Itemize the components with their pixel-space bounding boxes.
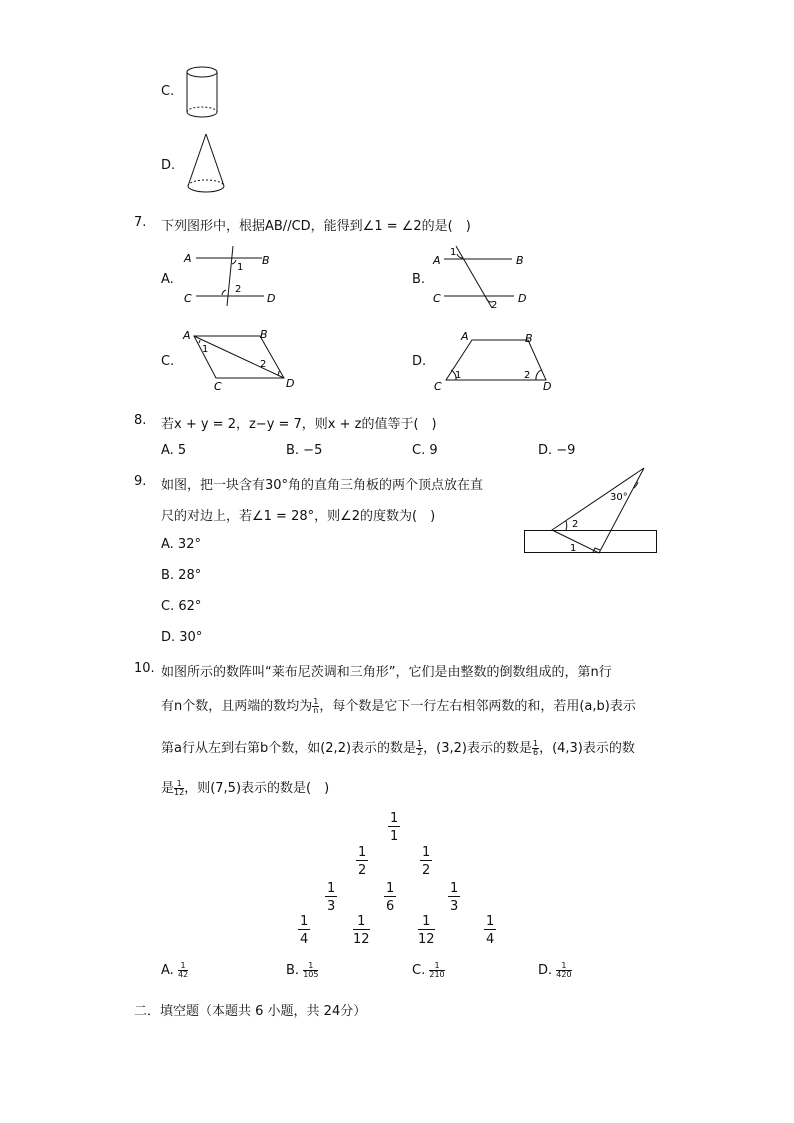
q10-frac-1-12: $\frac{1}{12}$ bbox=[174, 779, 185, 797]
q8-option-a: A. 5 bbox=[161, 443, 187, 458]
triangle-r4-c1: $\frac{1}{4}$ bbox=[300, 914, 309, 947]
q9-label-1: 1 bbox=[570, 543, 577, 554]
q7d-label-2: 2 bbox=[524, 370, 531, 381]
q9-option-b: B. 28° bbox=[161, 568, 202, 583]
q10-option-d: D. $\frac{1}{420}$ bbox=[538, 961, 572, 979]
q7d-label-C: C bbox=[434, 380, 442, 393]
q7c-label-2: 2 bbox=[260, 359, 267, 370]
q10-option-c: C. $\frac{1}{210}$ bbox=[412, 961, 445, 979]
triangle-r3-c2: $\frac{1}{6}$ bbox=[386, 881, 395, 914]
q7a-label-D: D bbox=[267, 292, 276, 305]
q10-frac-1-2: $\frac{1}{2}$ bbox=[417, 739, 423, 757]
q7b-label-2: 2 bbox=[491, 300, 498, 311]
q9-number: 9. bbox=[134, 474, 147, 489]
q10-stem-line4: 是 $\frac{1}{12}$ ，则(7,5)表示的数是( ) bbox=[161, 779, 330, 797]
q7-figure-a bbox=[180, 244, 280, 310]
q7b-label-1: 1 bbox=[450, 247, 457, 258]
q7-option-d-label: D. bbox=[412, 354, 427, 369]
q7a-label-B: B bbox=[262, 254, 270, 267]
triangle-r3-c1: $\frac{1}{3}$ bbox=[327, 881, 336, 914]
q9-label-2: 2 bbox=[572, 519, 579, 530]
triangle-r1-c1: $\frac{1}{1}$ bbox=[390, 811, 399, 844]
q7-option-a-label: A. bbox=[161, 272, 174, 287]
q6-option-d-label: D. bbox=[161, 158, 176, 173]
q6-option-c-label: C. bbox=[161, 84, 175, 99]
q7d-label-1: 1 bbox=[455, 370, 462, 381]
q7b-label-C: C bbox=[433, 292, 441, 305]
q10-option-b: B. $\frac{1}{105}$ bbox=[286, 961, 319, 979]
q7d-label-A: A bbox=[461, 330, 469, 343]
q7d-label-B: B bbox=[525, 332, 533, 345]
q7b-label-B: B bbox=[516, 254, 524, 267]
q10-option-a: A. $\frac{1}{42}$ bbox=[161, 961, 189, 979]
q7-stem: 下列图形中，根据AB//CD，能得到∠1 = ∠2的是( ) bbox=[161, 219, 471, 234]
q7c-label-B: B bbox=[260, 328, 268, 341]
q7-figure-d bbox=[430, 326, 556, 394]
triangle-r4-c3: $\frac{1}{12}$ bbox=[418, 914, 435, 947]
q10-stem-line3: 第a行从左到右第b个数，如(2,2)表示的数是 $\frac{1}{2}$ ，(3,2)表示的数是 $\frac{1}{6}$ ，(4,3)表示的数 bbox=[161, 739, 635, 757]
q10-frac-1-6: $\frac{1}{6}$ bbox=[532, 739, 539, 757]
q7c-label-C: C bbox=[214, 380, 222, 393]
q10-stem-line1: 如图所示的数阵叫“莱布尼茨调和三角形”，它们是由整数的倒数组成的，第n行 bbox=[161, 665, 612, 680]
q10-stem-line2: 有n个数，且两端的数均为 $\frac{1}{n}$ ，每个数是它下一行左右相邻两数的和，若用(a,b)表示 bbox=[161, 697, 636, 715]
q9-option-d: D. 30° bbox=[161, 630, 203, 645]
q7c-label-A: A bbox=[183, 329, 191, 342]
q7d-label-D: D bbox=[543, 380, 552, 393]
q8-option-c: C. 9 bbox=[412, 443, 438, 458]
set-square bbox=[552, 468, 644, 553]
section2-heading: 二．填空题（本题共 6 小题，共 24分） bbox=[134, 1004, 367, 1019]
q9-ruler-triangle-figure bbox=[520, 462, 662, 558]
q7a-label-1: 1 bbox=[237, 262, 244, 273]
triangle-r2-c2: $\frac{1}{2}$ bbox=[422, 845, 431, 878]
q7-number: 7. bbox=[134, 215, 147, 230]
cylinder-icon bbox=[185, 64, 219, 120]
cone-icon bbox=[185, 132, 229, 198]
triangle-r4-c4: $\frac{1}{4}$ bbox=[486, 914, 495, 947]
q7a-label-2: 2 bbox=[235, 284, 242, 295]
q9-option-a: A. 32° bbox=[161, 537, 201, 552]
q9-stem-line2: 尺的对边上，若∠1 = 28°，则∠2的度数为( ) bbox=[161, 509, 436, 524]
q8-option-b: B. −5 bbox=[286, 443, 323, 458]
q7b-label-A: A bbox=[433, 254, 441, 267]
triangle-r2-c1: $\frac{1}{2}$ bbox=[358, 845, 367, 878]
q8-option-d: D. −9 bbox=[538, 443, 576, 458]
q7a-label-A: A bbox=[184, 252, 192, 265]
q9-stem-line1: 如图，把一块含有30°角的直角三角板的两个顶点放在直 bbox=[161, 478, 484, 493]
triangle-r3-c3: $\frac{1}{3}$ bbox=[450, 881, 459, 914]
q10-number: 10. bbox=[134, 661, 155, 676]
q7-option-c-label: C. bbox=[161, 354, 175, 369]
q7-option-b-label: B. bbox=[412, 272, 426, 287]
q7b-label-D: D bbox=[518, 292, 527, 305]
q9-label-30: 30° bbox=[610, 492, 628, 503]
q7-figure-b bbox=[430, 244, 534, 312]
q9-option-c: C. 62° bbox=[161, 599, 202, 614]
q7c-label-D: D bbox=[286, 377, 295, 390]
q8-number: 8. bbox=[134, 413, 147, 428]
q7a-label-C: C bbox=[184, 292, 192, 305]
q10-frac-1-n: $\frac{1}{n}$ bbox=[313, 697, 319, 715]
q7c-label-1: 1 bbox=[202, 344, 209, 355]
q7-figure-c bbox=[180, 326, 298, 394]
q8-stem: 若x + y = 2，z−y = 7，则x + z的值等于( ) bbox=[161, 417, 437, 432]
triangle-r4-c2: $\frac{1}{12}$ bbox=[353, 914, 370, 947]
